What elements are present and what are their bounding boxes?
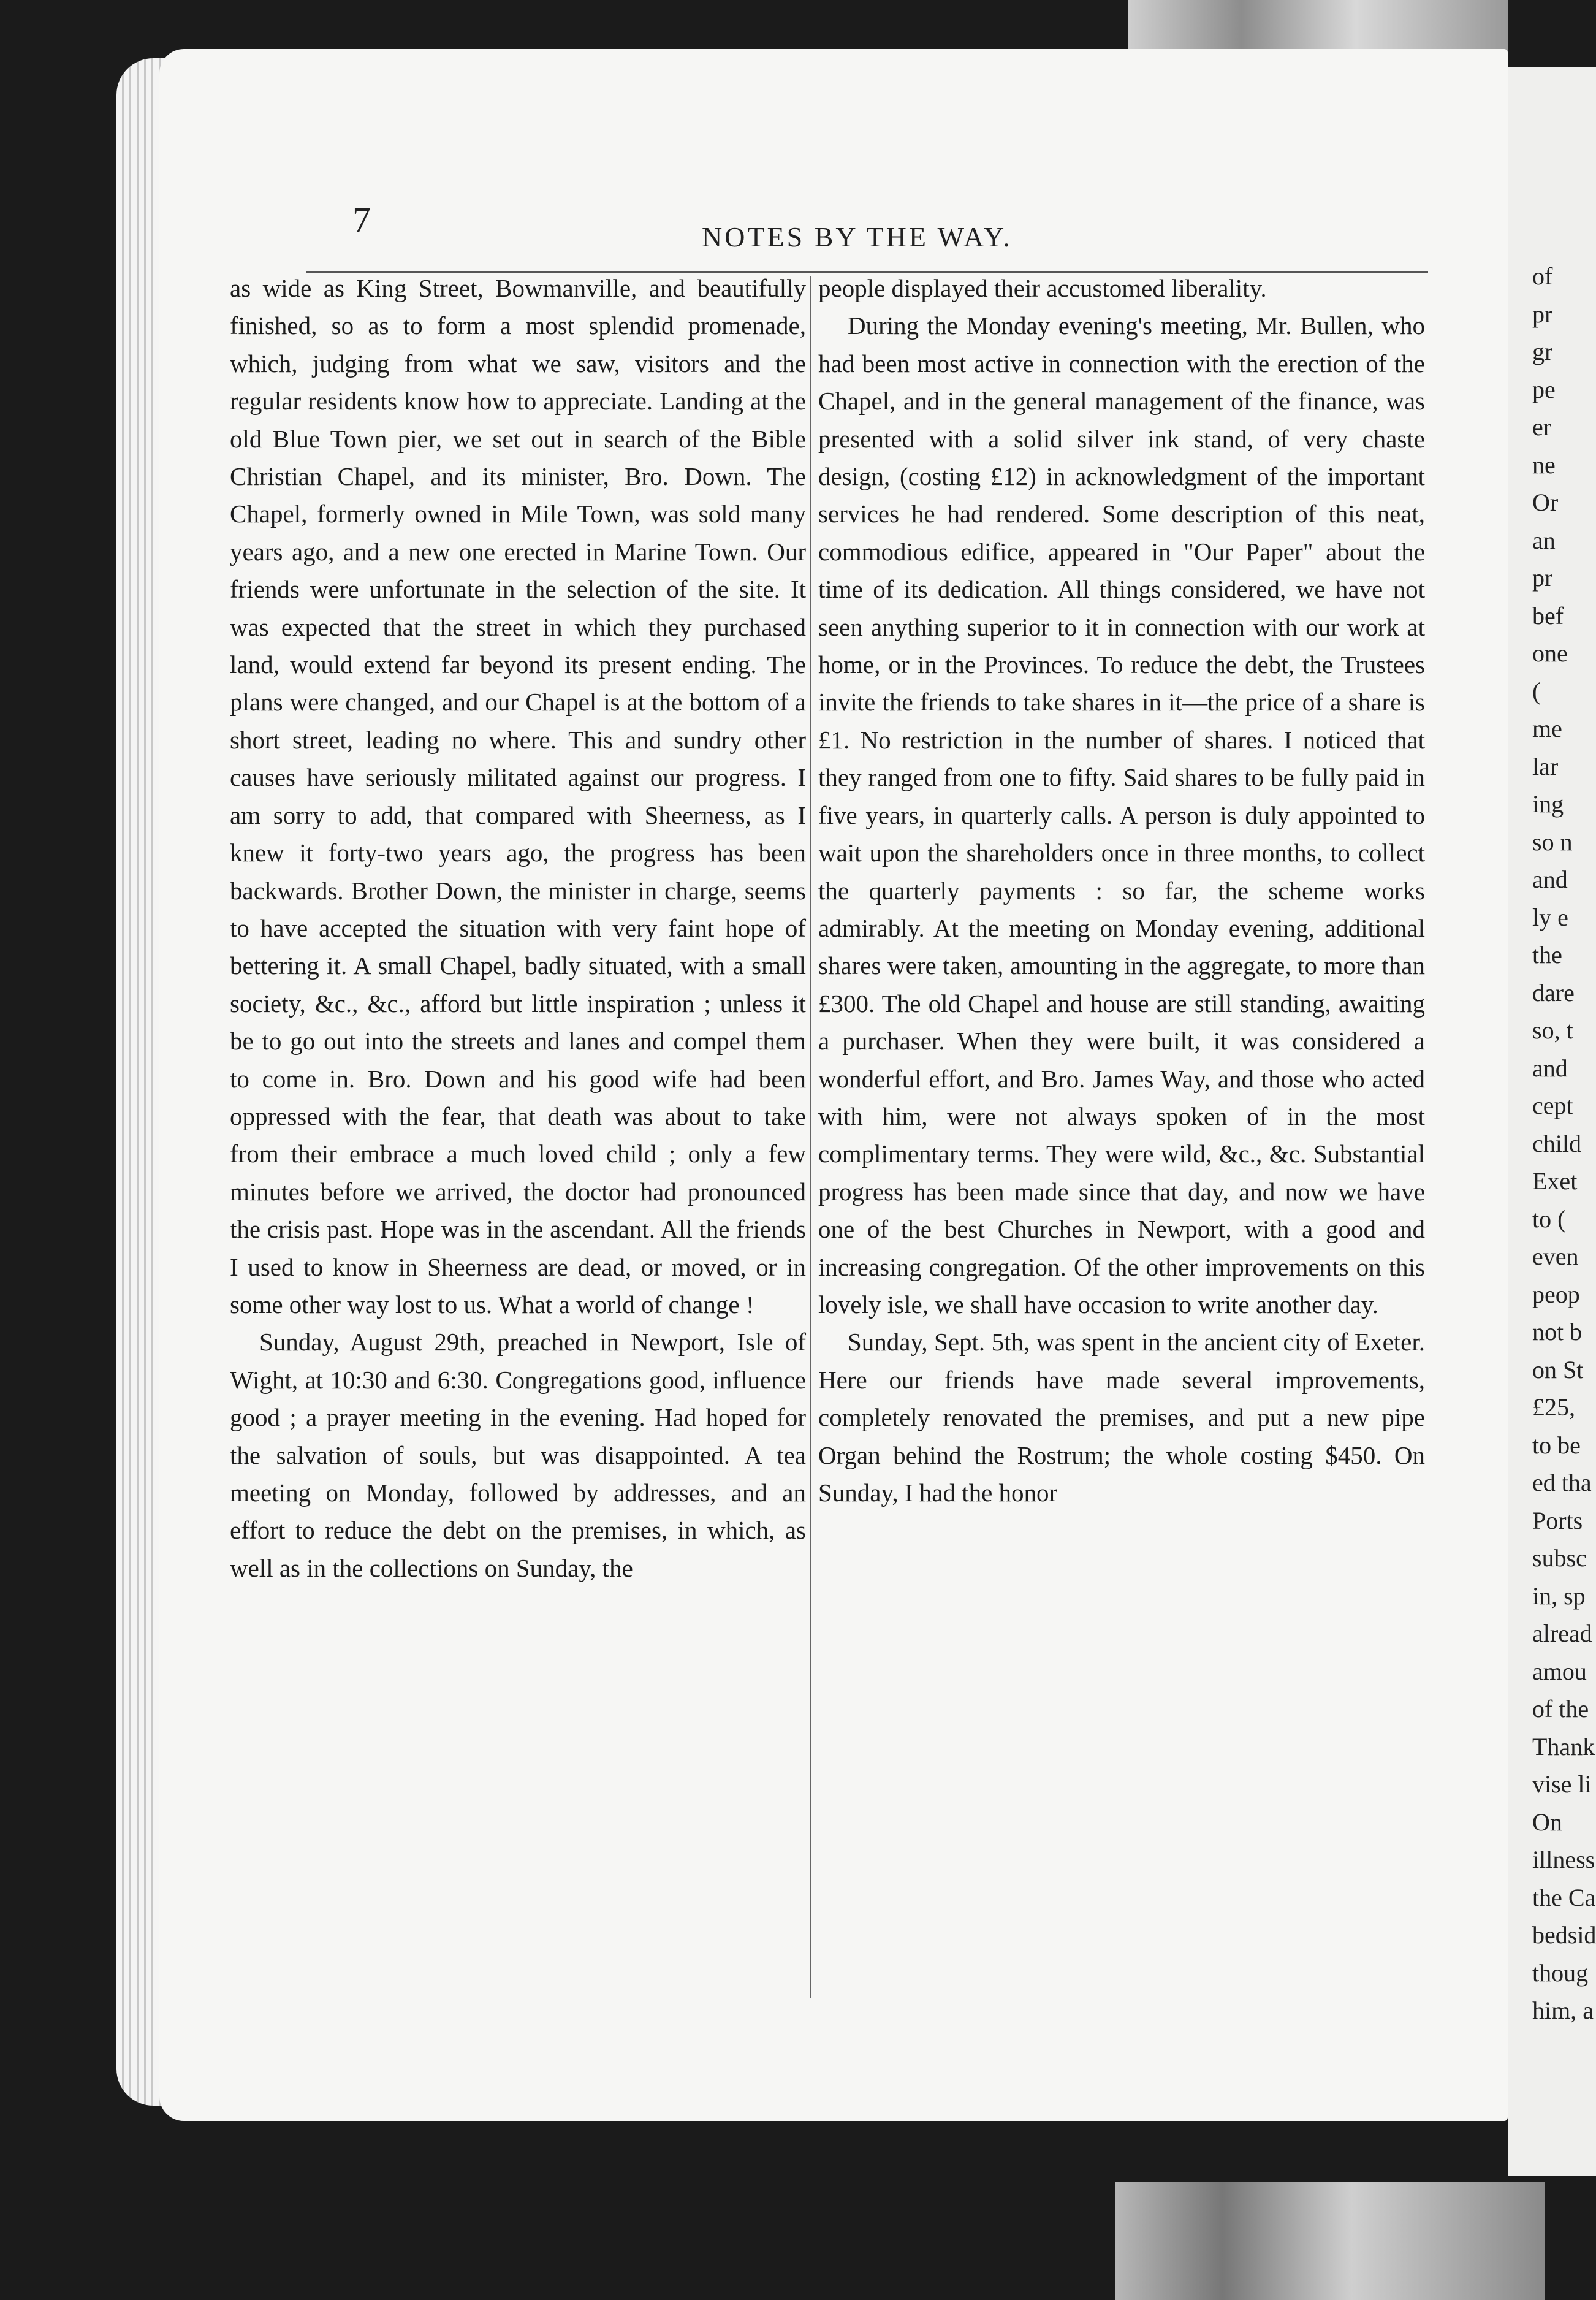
paragraph: Sunday, August 29th, preached in Newport, Isle of Wight, at 10:30 and 6:30. Congregations good, influence good ; a prayer meeting in the evening. Had hoped for the salvation of souls, but was disappointed. A tea meeting on Monday, followed by addresses, and an effort to reduce the debt on the premises, in which, as well as in the collections on Sunday, the xyxy=(230,1328,806,1582)
facing-page-edge xyxy=(1508,67,1596,2176)
right-column xyxy=(818,270,1425,1512)
page-header xyxy=(352,199,1431,267)
paragraph: Sunday, Sept. 5th, was spent in the ancient city of Exeter. Here our friends have made several improvements, completely renovated the premises, and put a new pipe Organ behind the Rostrum; the whole costing $450. On Sunday, I had the honor xyxy=(818,1328,1425,1507)
column-divider xyxy=(810,276,811,1998)
paragraph: as wide as King Street, Bowmanville, and beautifully finished, so as to form a most splendid promenade, which, judging from what we saw, visitors and the regular residents know how to appreciate. Landing at the old Blue Town pier, we set out in search of the Bible Christian Chapel, and its minister, Bro. Down. The Chapel, formerly owned in Mile Town, was sold many years ago, and a new one erected in Marine Town. Our friends were unfortunate in the selection of the site. It was expected that the street in which they purchased land, would extend far beyond its present ending. The plans were changed, and our Chapel is at the bottom of a short street, leading no where. This and sundry other causes have seriously militated against our progress. I am sorry to add, that compared with Sheerness, as I knew it forty-two years ago, the progress has been backwards. Brother Down, the minister in charge, seems to have accepted the situation with very faint hope of bettering it. A small Chapel, badly situated, with a small society, &c., &c., afford but little inspiration ; unless it be to go out into the streets and lanes and compel them to come in. Bro. Down and his good wife had been oppressed with the fear, that death was about to take from their embrace a much loved child ; only a few minutes before we arrived, the doctor had pronounced the crisis past. Hope was in the ascendant. All the friends I used to know in Sheerness are dead, or moved, or in some other way lost to us. What a world of change ! xyxy=(230,274,806,1319)
left-column xyxy=(230,270,806,1587)
paragraph: During the Monday evening's meeting, Mr. Bullen, who had been most active in connection with the erection of the Chapel, and in the general management of the finance, was presented with a solid silver ink stand, of very chaste design, (costing £12) in acknowledgment of the important services he had rendered. Some description of this neat, commodious edifice, appeared in "Our Paper" about the time of its dedication. All things considered, we have not seen anything superior to it in connection with our work at home, or in the Provinces. To reduce the debt, the Trustees invite the friends to take shares in it—the price of a share is £1. No restriction in the number of shares. I noticed that they ranged from one to fifty. Said shares to be fully paid in five years, in quarterly calls. A person is duly appointed to wait upon the shareholders once in three months, to collect the quarterly payments : so far, the scheme works admirably. At the meeting on Monday evening, additional shares were taken, amounting in the aggregate, to more than £300. The old Chapel and house are still standing, awaiting a purchaser. When they were built, it was considered a wonderful effort, and Bro. James Way, and those who acted with him, were not always spoken of in the most complimentary terms. They were wild, &c., &c. Substantial progress has been made since that day, and now we have one of the best Churches in Newport, with a good and increasing congregation. Of the other improvements on this lovely isle, we shall have occasion to write another day. xyxy=(818,311,1425,1319)
running-title: NOTES BY THE WAY. xyxy=(702,221,1013,253)
facing-page-text: of pr gr pe er ne Or an pr bef one ( me lar ing so n and ly e the dare so, t and cept child Exet to ( even peop not b on St £25, to be ed tha Ports subsc in, sp alread amou of the Thank vise li On illness the Ca bedsid thoug him, a xyxy=(1532,262,1596,2024)
page-number: 7 xyxy=(352,200,371,240)
paragraph: people displayed their accustomed liberality. xyxy=(818,274,1267,302)
scan-background-bottom xyxy=(1115,2182,1545,2300)
